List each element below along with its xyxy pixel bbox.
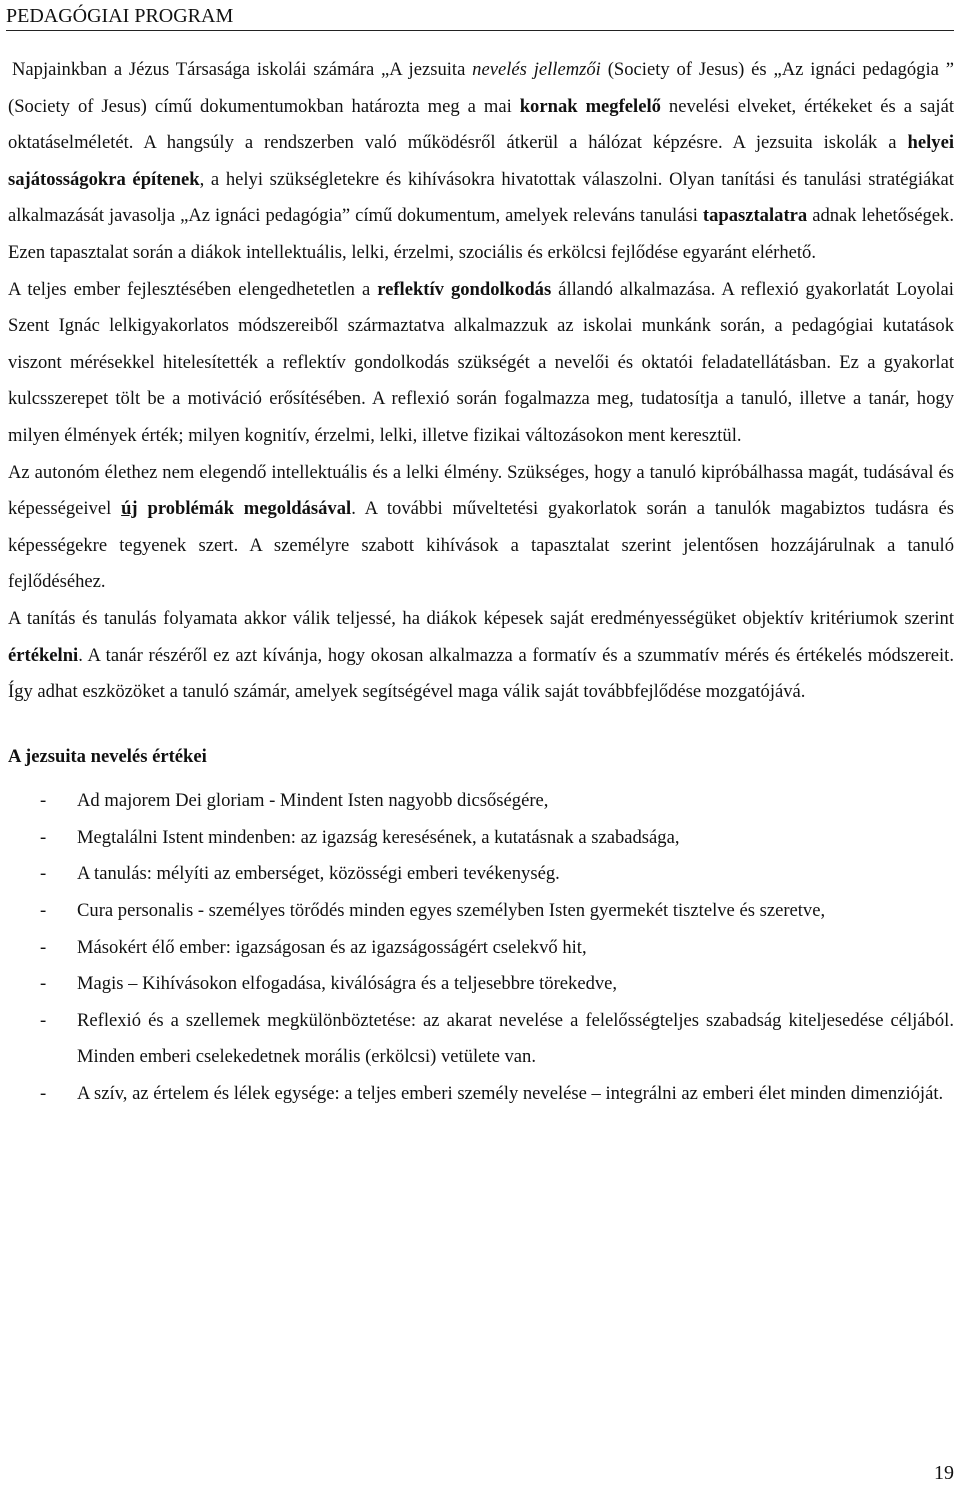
bold-run: értékelni	[8, 644, 79, 666]
document-body	[8, 52, 954, 1113]
dash-bullet: -	[40, 973, 47, 995]
list-item	[8, 966, 954, 1003]
list-item-text: Ad majorem Dei gloriam - Mindent Isten nagyobb dicsőségére,	[77, 790, 549, 812]
dash-bullet: -	[40, 936, 47, 958]
dash-bullet: -	[40, 826, 47, 848]
list-item-text: Reflexió és a szellemek megkülönböztetése: az akarat nevelése a felelősségteljes szabadság kiteljesedése céljából. Minden emberi cselekedetnek morális (erkölcsi) vetülete van.	[77, 1009, 954, 1068]
paragraph-3	[8, 455, 954, 601]
dash-bullet: -	[40, 863, 47, 885]
list-item-text: Másokért élő ember: igazságosan és az igazságosságért cselekvő hit,	[77, 936, 587, 958]
running-header	[6, 4, 954, 31]
list-item-text: A tanulás: mélyíti az emberséget, közösségi emberi tevékenység.	[77, 863, 560, 885]
dash-bullet: -	[40, 900, 47, 922]
values-list	[8, 783, 954, 1112]
section-heading: A jezsuita nevelés értékei	[8, 745, 207, 767]
list-item	[8, 930, 954, 967]
paragraph-4	[8, 601, 954, 711]
text-run: adnak lehetőségek. Ezen tapasztalat során a diákok intellektuális, lelki, érzelmi, szociális és erkölcsi fejlődése egyaránt elérhető.	[8, 205, 955, 263]
text-run: . A további műveltetési gyakorlatok során a tanulók magabiztos tudásra és képességekre tegyenek szert. A személyre szabott kihívások a tapasztalat szerint jelentősen hozzájárulnak a tanuló fejlődéséhez.	[8, 498, 955, 593]
text-run: Napjainkban a Jézus Társasága iskolái számára „A jezsuita	[12, 59, 473, 80]
text-run: Az autonóm élethez nem elegendő intellektuális és a lelki élmény. Szükséges, hogy a tanuló kipróbálhassa magát, tudásával és képességeivel	[8, 461, 954, 520]
dash-bullet: -	[40, 1083, 47, 1105]
text-run: nevelési elveket, értékeket és a saját oktatáselméletét. A hangsúly a rendszerben való működésről átkerül a hálózat képzésre. A jezsuita iskolák a	[8, 95, 954, 154]
text-run: . A tanár részéről ez azt kívánja, hogy okosan alkalmazza a formatív és a szummatív mérés és értékelés módszereit. Így adhat eszközöket a tanuló számár, amelyek segítségével maga válik saját továbbfejlődése mozgatójává.	[8, 644, 954, 703]
list-item	[8, 820, 954, 857]
bold-run: kornak megfelelő	[519, 95, 661, 117]
header-title: PEDAGÓGIAI PROGRAM	[6, 5, 234, 27]
list-item	[8, 1003, 954, 1076]
list-item-text: Magis – Kihívásokon elfogadása, kiválóságra és a teljesebbre törekedve,	[77, 973, 618, 995]
underlined-bold-run: új	[121, 498, 138, 520]
list-item	[8, 893, 954, 930]
list-item-text: Megtalálni Istent mindenben: az igazság keresésének, a kutatásnak a szabadsága,	[77, 826, 680, 848]
text-run: A teljes ember fejlesztésében elengedhetetlen a	[8, 278, 378, 300]
dash-bullet: -	[40, 1009, 47, 1031]
list-item-text: A szív, az értelem és lélek egysége: a teljes emberi személy nevelése – integrálni az emberi élet minden dimenzióját.	[77, 1083, 944, 1105]
list-item-text: Cura personalis - személyes törődés minden egyes személyben Isten gyermekét tisztelve és szeretve,	[77, 900, 826, 922]
bold-run: reflektív gondolkodás	[377, 278, 552, 300]
paragraph-1	[8, 52, 954, 272]
list-item	[8, 856, 954, 893]
paragraph-2	[8, 272, 954, 455]
text-run: A tanítás és tanulás folyamata akkor válik teljessé, ha diákok képesek saját eredményességüket objektív kritériumok szerint	[8, 607, 954, 629]
bold-run: helyei sajátosságokra építenek	[8, 132, 954, 190]
list-item	[8, 1076, 954, 1113]
text-run: , a helyi szükségletekre és kihívásokra hivatottak válaszolni. Olyan tanítási és tanulási stratégiákat alkalmazását javasolja „Az ignáci pedagógia” című dokumentum, amelyek releváns tanulási	[8, 168, 954, 227]
text-run: (Society of Jesus) és „Az ignáci pedagógia ” (Society of Jesus) című dokumentumokban határozta meg a mai	[8, 59, 954, 117]
bold-run: tapasztalatra	[702, 205, 808, 227]
text-run: állandó alkalmazása. A reflexió gyakorlatát Loyolai Szent Ignác lelkigyakorlatos módszereiből származtatva alkalmazzuk az iskolai munkánk során, a pedagógiai kutatások viszont mérésekkel hitelesítették a reflektív gondolkodás szükségét a nevelői és oktatói feladatellátásban. Ez a gyakorlat kulcsszerepet tölt be a motiváció erősítésében. A reflexió során fogalmazza meg, tudatosítja a tanuló, illetve a tanár, hogy milyen élmények érték; milyen kognitív, érzelmi, lelki, illetve fizikai változásokon ment keresztül.	[8, 278, 954, 446]
dash-bullet: -	[40, 790, 47, 812]
list-item	[8, 783, 954, 820]
italic-run: nevelés jellemzői	[472, 59, 601, 80]
bold-run: problémák megoldásával	[137, 498, 352, 520]
page-number: 19	[934, 1462, 954, 1484]
